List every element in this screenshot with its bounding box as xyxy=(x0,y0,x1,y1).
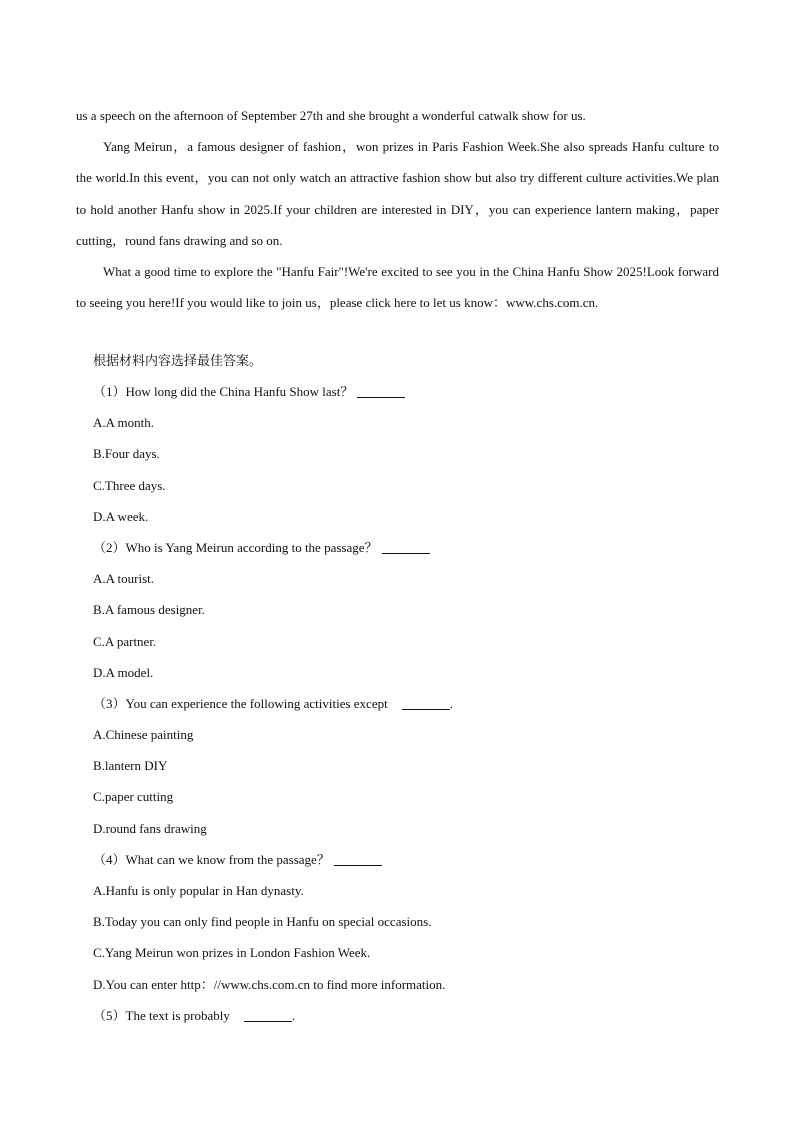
question-4 xyxy=(93,844,713,875)
passage-paragraph-1: us a speech on the afternoon of September 27th and she brought a wonderful catwalk show for us. xyxy=(76,108,586,123)
question-3-answer-blank[interactable] xyxy=(402,695,450,710)
question-1-option-b: B.Four days. xyxy=(93,446,160,462)
question-5 xyxy=(93,1000,713,1031)
question-2-option-c: C.A partner. xyxy=(93,633,157,649)
question-4-option-b: B.Today you can only find people in Hanfu on special occasions. xyxy=(93,914,432,930)
question-5-answer-blank[interactable] xyxy=(244,1007,292,1022)
question-2-option-a: A.A tourist. xyxy=(93,571,155,587)
question-2-option-b: B.A famous designer. xyxy=(93,602,205,618)
question-1-option-c: C.Three days. xyxy=(93,477,166,493)
question-4-answer-blank[interactable] xyxy=(334,851,382,866)
question-3-option-c: C.paper cutting xyxy=(93,789,174,805)
question-1-answer-blank[interactable] xyxy=(357,383,405,398)
question-4-stem: （4）What can we know from the passage？ xyxy=(93,851,330,867)
question-1-option-d: D.A week. xyxy=(93,508,149,524)
question-4-option-d: D.You can enter http：//www.chs.com.cn to find more information. xyxy=(93,976,446,992)
question-1-option-a: A.A month. xyxy=(93,415,155,431)
question-3-option-a: A.Chinese painting xyxy=(93,727,194,743)
question-list xyxy=(93,376,713,1031)
question-4-option-c: C.Yang Meirun won prizes in London Fashion Week. xyxy=(93,945,371,961)
question-2 xyxy=(93,532,713,563)
reading-passage xyxy=(76,100,719,318)
question-5-suffix: . xyxy=(291,1007,296,1023)
question-1-stem: （1）How long did the China Hanfu Show last？ xyxy=(93,384,354,399)
question-1 xyxy=(93,376,713,407)
question-3-option-d: D.round fans drawing xyxy=(93,820,207,836)
question-5-stem: （5）The text is probably xyxy=(93,1007,230,1023)
question-2-option-d: D.A model. xyxy=(93,664,154,680)
question-3-option-b: B.lantern DIY xyxy=(93,758,168,774)
question-3-suffix: . xyxy=(449,695,453,711)
question-2-answer-blank[interactable] xyxy=(382,539,430,554)
question-3 xyxy=(93,688,713,719)
passage-paragraph-3: What a good time to explore the "Hanfu Fair"!We're excited to see you in the China Hanfu Show 2025!Look forward to seeing you here!If you would like to join us，please click here to let us know：www.chs.com.cn. xyxy=(76,264,719,311)
question-3-stem: （3）You can experience the following activities except xyxy=(93,695,388,711)
question-4-option-a: A.Hanfu is only popular in Han dynasty. xyxy=(93,883,304,898)
instruction-text: 根据材料内容选择最佳答案。 xyxy=(93,354,263,369)
passage-paragraph-2: Yang Meirun，a famous designer of fashion，won prizes in Paris Fashion Week.She also spreads Hanfu culture to the world.In this event，you can not only watch an attractive fashion show but also try different culture activities.We plan to hold another Hanfu show in 2025.If your children are interested in DIY，you can experience lantern making，paper cutting，round fans drawing and so on. xyxy=(76,139,719,248)
question-2-stem: （2）Who is Yang Meirun according to the passage？ xyxy=(93,539,378,555)
